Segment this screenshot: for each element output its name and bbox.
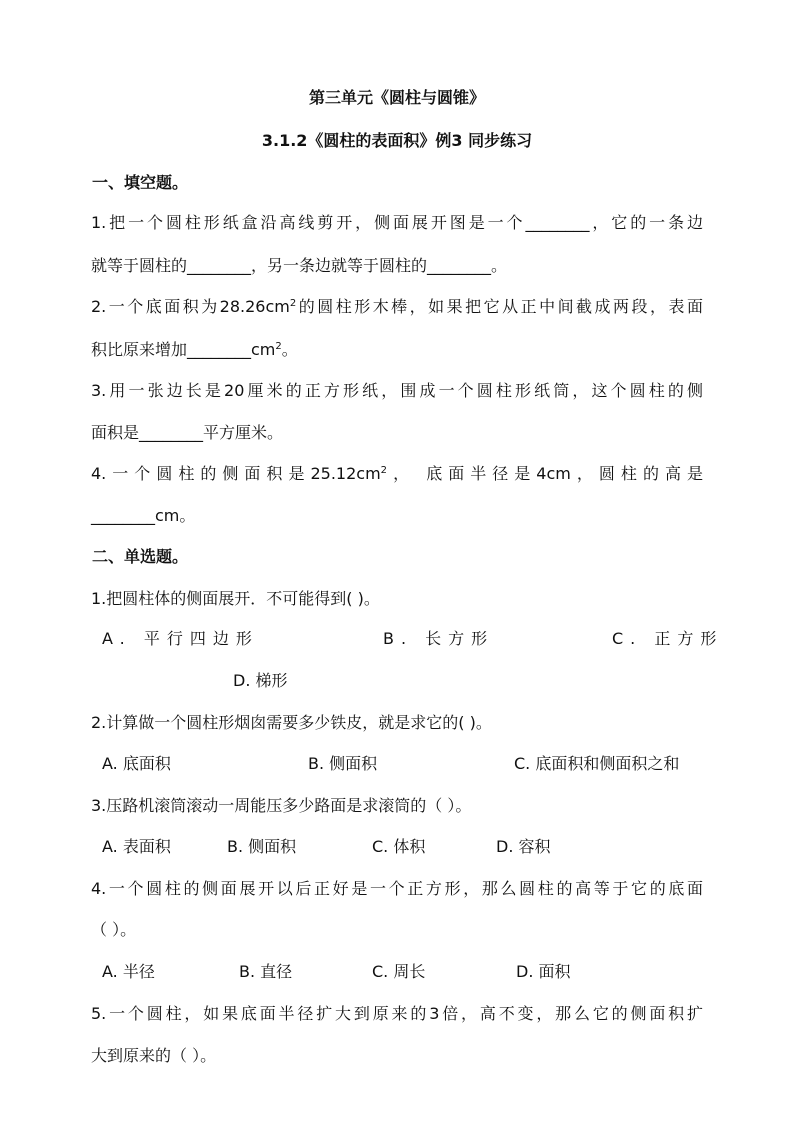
page-title: 第三单元《圆柱与圆锥》 (308, 88, 485, 107)
question-2-text-a: 2.一个底面积为28.26cm (91, 297, 290, 316)
mc-question-2-option-b: B. 侧面积 (308, 754, 378, 773)
mc-question-3-option-d: D. 容积 (496, 837, 551, 856)
mc-question-5-line-2: 大到原来的（ ）。 (91, 1046, 217, 1065)
mc-question-4-line-1: 4.一个圆柱的侧面展开以后正好是一个正方形，那么圆柱的高等于它的底面 (91, 879, 703, 898)
mc-question-2-stem: 2.计算做一个圆柱形烟囱需要多少铁皮，就是求它的( )。 (91, 713, 492, 732)
mc-question-1-stem: 1.把圆柱体的侧面展开．不可能得到( )。 (91, 589, 380, 608)
question-4-line-2: ________cm。 (91, 506, 196, 525)
mc-question-2-option-c: C. 底面积和侧面积之和 (514, 754, 680, 773)
question-2-line-2 (91, 339, 703, 361)
question-1-line-2: 就等于圆柱的________，另一条边就等于圆柱的________。 (91, 256, 508, 275)
question-1-line-1: 1.把一个圆柱形纸盒沿高线剪开，侧面展开图是一个________，它的一条边 (91, 213, 703, 232)
mc-question-2-option-a: A. 底面积 (102, 754, 171, 773)
question-2-text-c: 积比原来增加________cm (91, 340, 276, 359)
question-3-line-2: 面积是________平方厘米。 (91, 423, 284, 442)
mc-question-3-stem: 3.压路机滚筒滚动一周能压多少路面是求滚筒的（ ）。 (91, 796, 472, 815)
question-3-line-1: 3.用一张边长是20厘米的正方形纸，围成一个圆柱形纸筒，这个圆柱的侧 (91, 381, 703, 400)
mc-question-5-line-1: 5.一个圆柱，如果底面半径扩大到原来的3倍，高不变，那么它的侧面积扩 (91, 1004, 703, 1023)
mc-question-3-option-a: A. 表面积 (102, 837, 171, 856)
question-4-line-1 (91, 463, 703, 485)
page-subtitle: 3.1.2《圆柱的表面积》例3 同步练习 (261, 131, 533, 150)
section-heading-single-choice: 二、单选题。 (92, 547, 189, 566)
mc-question-3-option-c: C. 体积 (372, 837, 426, 856)
mc-question-1-option-b: B. 长方形 (383, 629, 495, 648)
mc-question-4-option-b: B. 直径 (239, 962, 293, 981)
question-2-text-b: 的圆柱形木棒，如果把它从正中间截成两段，表面 (296, 297, 703, 316)
question-2-text-d: 。 (281, 340, 298, 359)
superscript: 2 (275, 341, 282, 352)
section-heading-fill-blank: 一、填空题。 (92, 173, 189, 192)
superscript: 2 (380, 465, 388, 476)
mc-question-4-option-d: D. 面积 (516, 962, 571, 981)
question-4-text-a: 4.一个圆柱的侧面积是25.12cm (91, 464, 381, 483)
mc-question-1-option-a: A. 平行四边形 (102, 629, 259, 648)
mc-question-3-option-b: B. 侧面积 (227, 837, 297, 856)
superscript: 2 (289, 298, 297, 309)
mc-question-1-option-c: C. 正方形 (612, 629, 724, 648)
mc-question-4-option-a: A. 半径 (102, 962, 155, 981)
question-2-line-1 (91, 296, 703, 318)
mc-question-1-option-d: D. 梯形 (233, 671, 288, 690)
question-4-text-b: ， 底面半径是4cm，圆柱的高是 (387, 464, 703, 483)
mc-question-4-line-2: （ ）。 (91, 920, 137, 939)
mc-question-4-option-c: C. 周长 (372, 962, 426, 981)
